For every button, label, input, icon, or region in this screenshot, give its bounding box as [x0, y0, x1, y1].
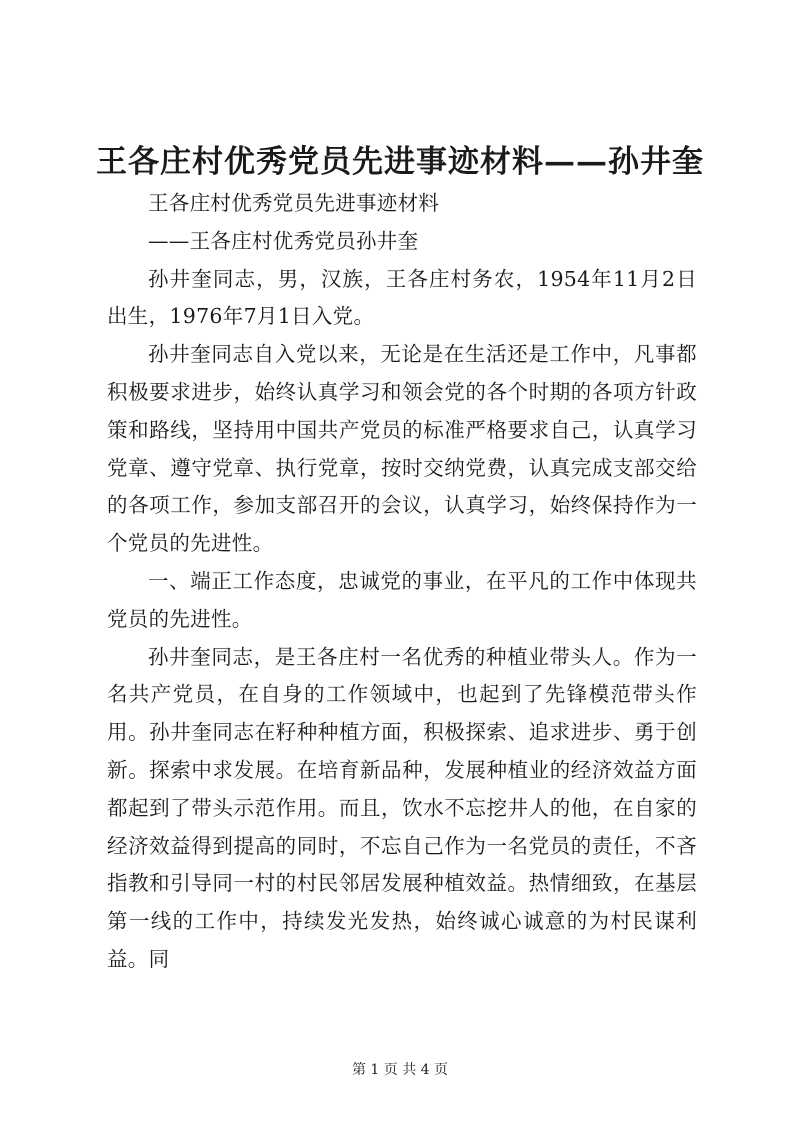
document-title: 王各庄村优秀党员先进事迹材料——孙井奎 — [96, 144, 704, 180]
paragraph-section-heading: 一、端正工作态度，忠诚党的事业，在平凡的工作中体现共党员的先进性。 — [107, 568, 697, 631]
page-number: 第 1 页 共 4 页 — [351, 1062, 449, 1078]
paragraph-overview: 孙井奎同志自入党以来，无论是在生活还是工作中，凡事都积极要求进步，始终认真学习和领会党的各个时期的各项方针政策和路线，坚持用中国共产党员的标准严格要求自己，认真学习党章、遵守党章、执行党章，按时交纳党费，认真完成支部交给的各项工作，参加支部召开的会议，认真学习，始终保持作为一个党员的先进性。 — [107, 342, 697, 556]
paragraph-section-body: 孙井奎同志，是王各庄村一名优秀的种植业带头人。作为一名共产党员，在自身的工作领域中，也起到了先锋模范带头作用。孙井奎同志在籽种种植方面，积极探索、追求进步、勇于创新。探索中求发展。在培育新品种，发展种植业的经济效益方面都起到了带头示范作用。而且，饮水不忘挖井人的他，在自家的经济效益得到提高的同时，不忘自己作为一名党员的责任，不吝指教和引导同一村的村民邻居发展种植效益。热情细致，在基层第一线的工作中，持续发光发热，始终诚心诚意的为村民谋利益。同 — [107, 644, 697, 971]
paragraph-subtitle-author: ——王各庄村优秀党员孙井奎 — [148, 228, 419, 253]
document-body — [107, 185, 697, 979]
paragraph-subtitle: 王各庄村优秀党员先进事迹材料 — [148, 191, 440, 215]
paragraph-bio: 孙井奎同志，男，汉族，王各庄村务农，1954年11月2日出生，1976年7月1日入党。 — [107, 266, 697, 329]
